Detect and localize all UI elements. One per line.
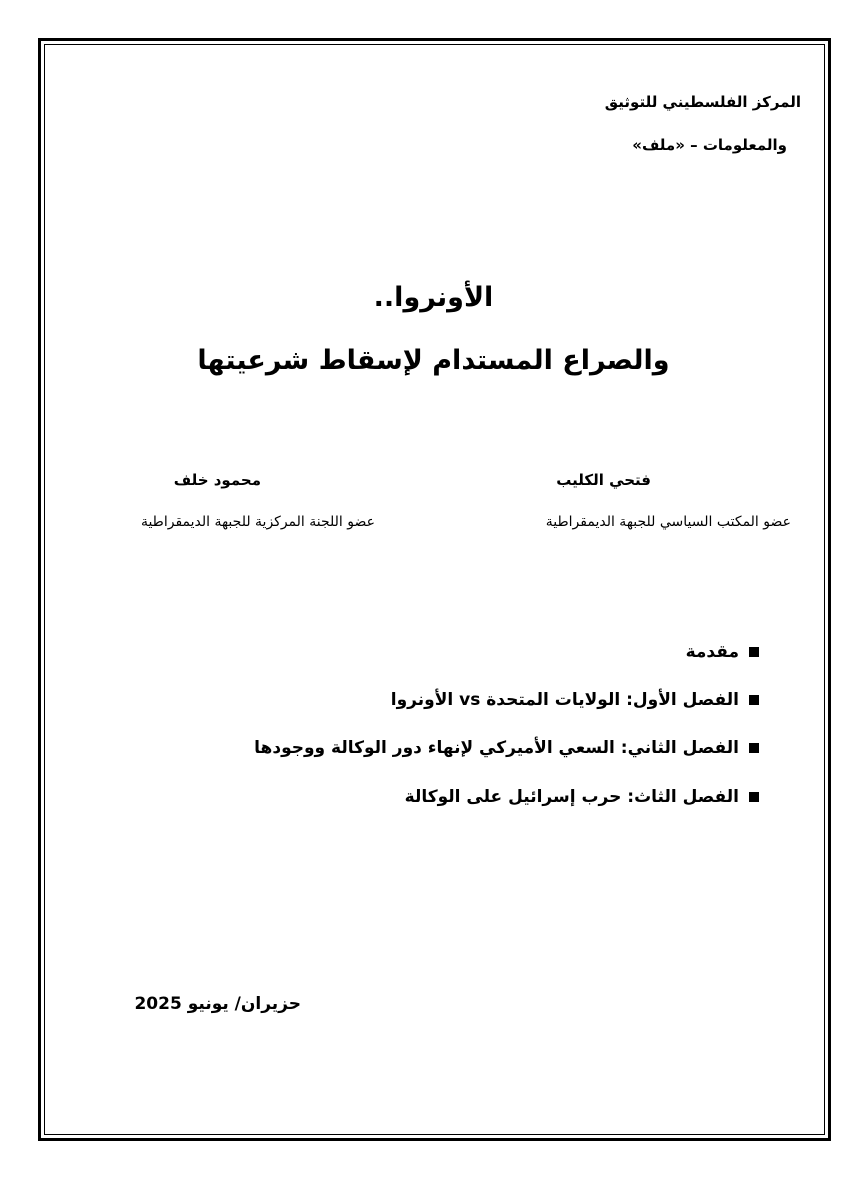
toc-item-introduction xyxy=(686,642,759,662)
page-border-inner xyxy=(44,44,825,1135)
author-2-name: محمود خلف xyxy=(173,471,261,489)
square-bullet-icon xyxy=(749,647,759,657)
publication-date: حزيران/ يونيو 2025 xyxy=(134,994,301,1014)
toc-item-label: الفصل الثاث: حرب إسرائيل على الوكالة xyxy=(404,787,739,807)
toc-item-label: الفصل الأول: الولايات المتحدة vs الأونروا xyxy=(390,690,739,710)
toc-item-label: مقدمة xyxy=(685,642,739,662)
toc-item-chapter-3 xyxy=(405,787,759,807)
square-bullet-icon xyxy=(749,743,759,753)
organization-name-line1: المركز الفلسطيني للتوثيق xyxy=(604,93,801,111)
document-title-line1: الأونروا.. xyxy=(373,282,494,313)
document-title-line2: والصراع المستدام لإسقاط شرعيتها xyxy=(197,345,670,376)
toc-item-chapter-2 xyxy=(254,738,759,758)
author-1-name: فتحي الكليب xyxy=(556,471,651,489)
author-1-role: عضو المكتب السياسي للجبهة الديمقراطية xyxy=(545,514,791,530)
organization-name-line2: والمعلومات – «ملف» xyxy=(632,136,787,154)
author-2-role: عضو اللجنة المركزية للجبهة الديمقراطية xyxy=(140,514,375,530)
square-bullet-icon xyxy=(749,792,759,802)
square-bullet-icon xyxy=(749,695,759,705)
toc-item-chapter-1 xyxy=(391,690,759,710)
toc-item-label: الفصل الثاني: السعي الأميركي لإنهاء دور الوكالة ووجودها xyxy=(254,738,739,758)
